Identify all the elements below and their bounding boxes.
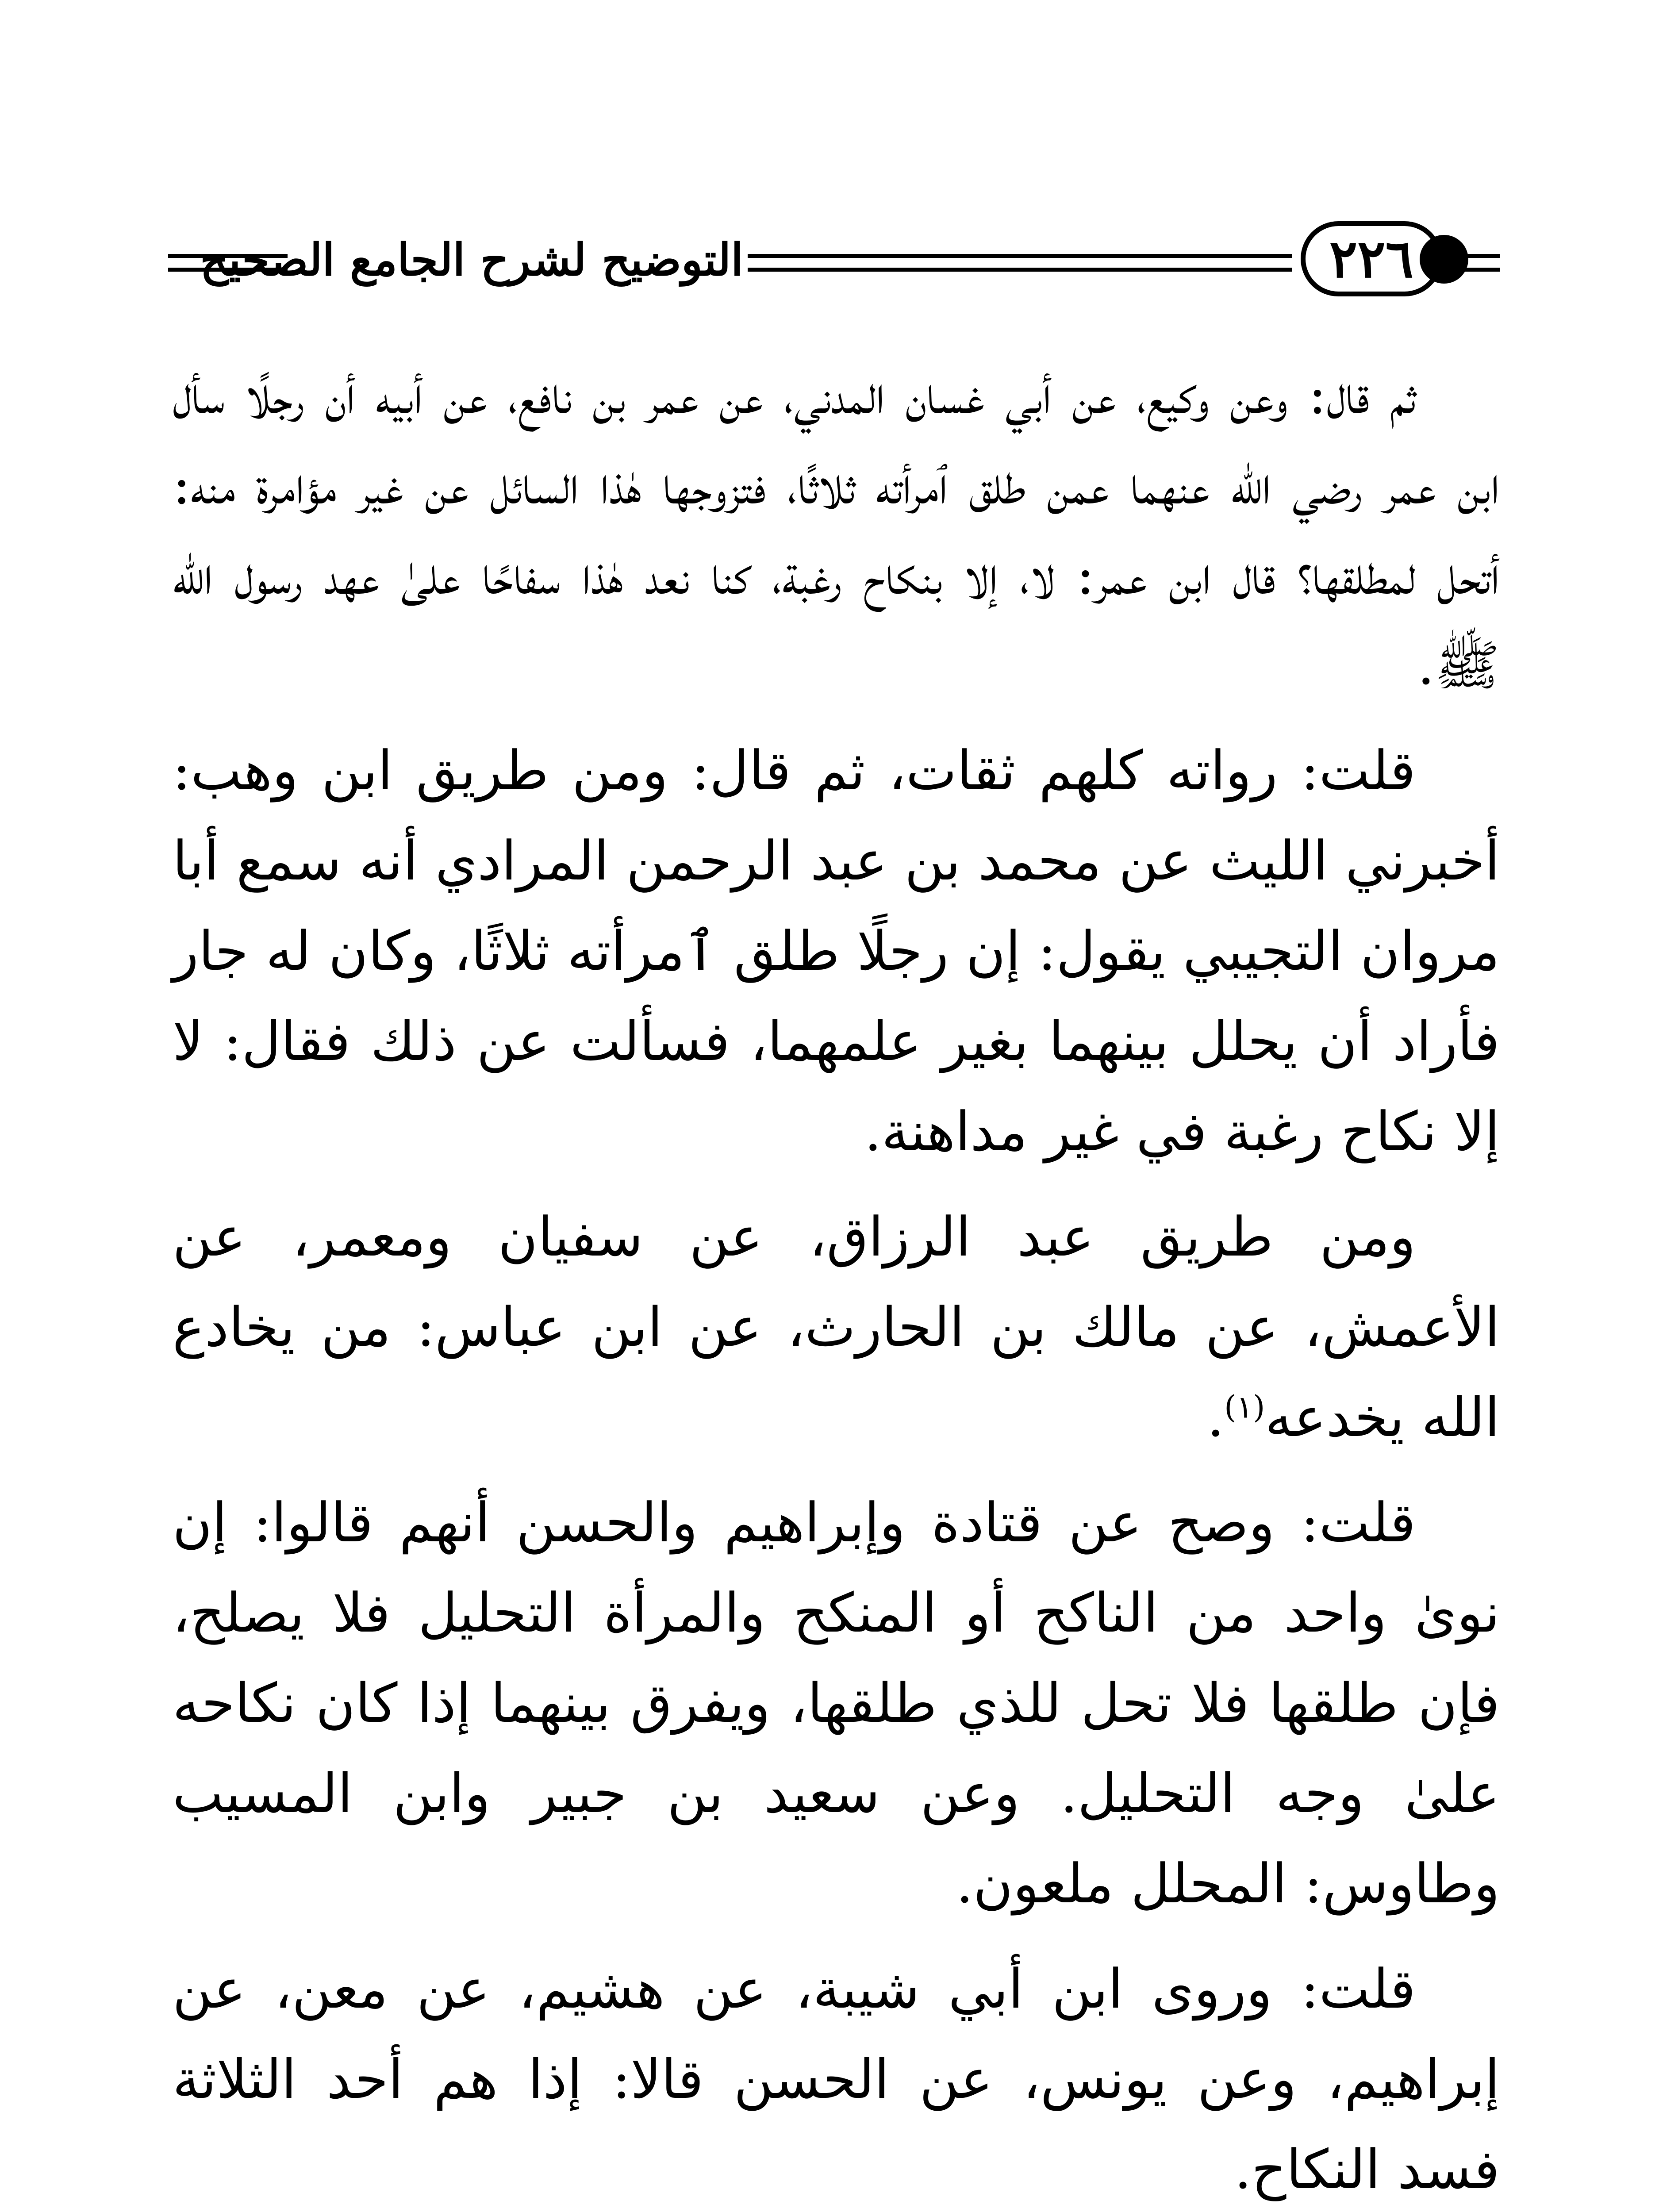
paragraph-1: ثم قال: وعن وكيع، عن أبي غسان المدني، عن عمر بن نافع، عن أبيه أن رجلًا سأل ابن عمر رضي الله عنهما عمن طلق ٱمرأته ثلاثًا، فتزوجها هٰذا السائل عن غير مؤامرة منه: أتحل لمطلقها؟ قال ابن عمر: لا، إلا بنكاح رغبة، كنا نعد هٰذا سفاحًا علىٰ عهد رسول الله ﷺ. (173, 363, 1500, 697)
header-rule-center (748, 254, 1292, 272)
page-header (168, 221, 1500, 310)
paragraph-3-end: . (1207, 1386, 1225, 1449)
page-number: ٢٢٦ (1301, 221, 1442, 296)
running-title: التوضيح لشرح الجامع الصحيح (200, 234, 743, 286)
paragraph-3 (173, 1192, 1500, 1463)
paragraph-2: قلت: رواته كلهم ثقات، ثم قال: ومن طريق ابن وهب: أخبرني الليث عن محمد بن عبد الرحمن المرادي أنه سمع أبا مروان التجيبي يقول: إن رجلًا طلق ٱمرأته ثلاثًا، وكان له جار فأراد أن يحلل بينهما بغير علمهما، فسألت عن ذلك فقال: لا إلا نكاح رغبة في غير مداهنة. (173, 739, 1500, 1163)
footnote-reference[interactable]: (١) (1224, 1389, 1265, 1425)
paragraph-4: قلت: وصح عن قتادة وإبراهيم والحسن أنهم قالوا: إن نوىٰ واحد من الناكح أو المنكح والمرأة التحليل فلا يصلح، فإن طلقها فلا تحل للذي طلقها، ويفرق بينهما إذا كان نكاحه علىٰ وجه التحليل. وعن سعيد بن جبير وابن المسيب وطاوس: المحلل ملعون. (173, 1491, 1500, 1915)
paragraph-3-text: ومن طريق عبد الرزاق، عن سفيان ومعمر، عن الأعمش، عن مالك بن الحارث، عن ابن عباس: من يخادع الله يخدعه (173, 1206, 1500, 1449)
paragraph-5: قلت: وروى ابن أبي شيبة، عن هشيم، عن معن، عن إبراهيم، وعن يونس، عن الحسن قالا: إذا هم أحد الثلاثة فسد النكاح. (173, 1958, 1500, 2201)
header-rule-right (1447, 254, 1500, 272)
main-text (173, 349, 1500, 2212)
